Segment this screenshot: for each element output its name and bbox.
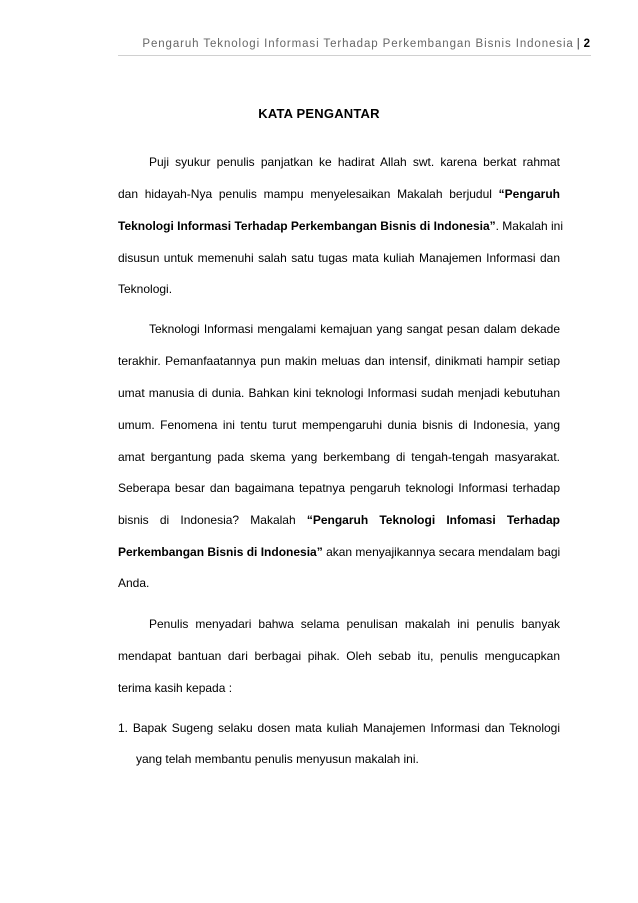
- text-line: Anda.: [118, 576, 150, 590]
- text-line: bisnis di Indonesia? Makalah “Pengaruh Teknologi Infomasi Terhadap: [118, 513, 560, 527]
- text-line: umat manusia di dunia. Bahkan kini teknologi Informasi sudah menjadi kebutuhan: [118, 386, 560, 400]
- text-line: amat bergantung pada skema yang berkembang di tengah-tengah masyarakat.: [118, 450, 560, 464]
- text-line: mendapat bantuan dari berbagai pihak. Oleh sebab itu, penulis mengucapkan: [118, 649, 560, 663]
- text-line: umum. Fenomena ini tentu turut mempengaruhi dunia bisnis di Indonesia, yang: [118, 418, 560, 432]
- text-line: Puji syukur penulis panjatkan ke hadirat Allah swt. karena berkat rahmat: [149, 155, 560, 169]
- running-title: Pengaruh Teknologi Informasi Terhadap Perkembangan Bisnis Indonesia: [142, 38, 574, 50]
- list-item-continuation: yang telah membantu penulis menyusun makalah ini.: [136, 752, 419, 766]
- text-line: Seberapa besar dan bagaimana tepatnya pengaruh teknologi Informasi terhadap: [118, 481, 560, 495]
- text-line: dan hidayah-Nya penulis mampu menyelesaikan Makalah berjudul “Pengaruh: [118, 187, 560, 201]
- text-line: Teknologi Informasi mengalami kemajuan yang sangat pesan dalam dekade: [149, 322, 560, 336]
- header-separator: |: [576, 38, 581, 50]
- text-line: disusun untuk memenuhi salah satu tugas mata kuliah Manajemen Informasi dan: [118, 251, 560, 265]
- text-line: Teknologi.: [118, 282, 173, 296]
- text-line: Penulis menyadari bahwa selama penulisan makalah ini penulis banyak: [149, 617, 560, 631]
- text-line: terima kasih kepada :: [118, 681, 233, 695]
- text-line: Teknologi Informasi Terhadap Perkembangan Bisnis di Indonesia”. Makalah ini: [118, 219, 564, 233]
- text-line: Perkembangan Bisnis di Indonesia” akan menyajikannya secara mendalam bagi: [118, 545, 561, 559]
- page-title: KATA PENGANTAR: [258, 106, 380, 121]
- page-number: 2: [583, 38, 590, 50]
- text-line: terakhir. Pemanfaatannya pun makin meluas dan intensif, dinikmati hampir setiap: [118, 354, 560, 368]
- header-rule: [118, 55, 591, 56]
- list-item: 1. Bapak Sugeng selaku dosen mata kuliah Manajemen Informasi dan Teknologi: [118, 721, 560, 735]
- running-header: [0, 38, 590, 50]
